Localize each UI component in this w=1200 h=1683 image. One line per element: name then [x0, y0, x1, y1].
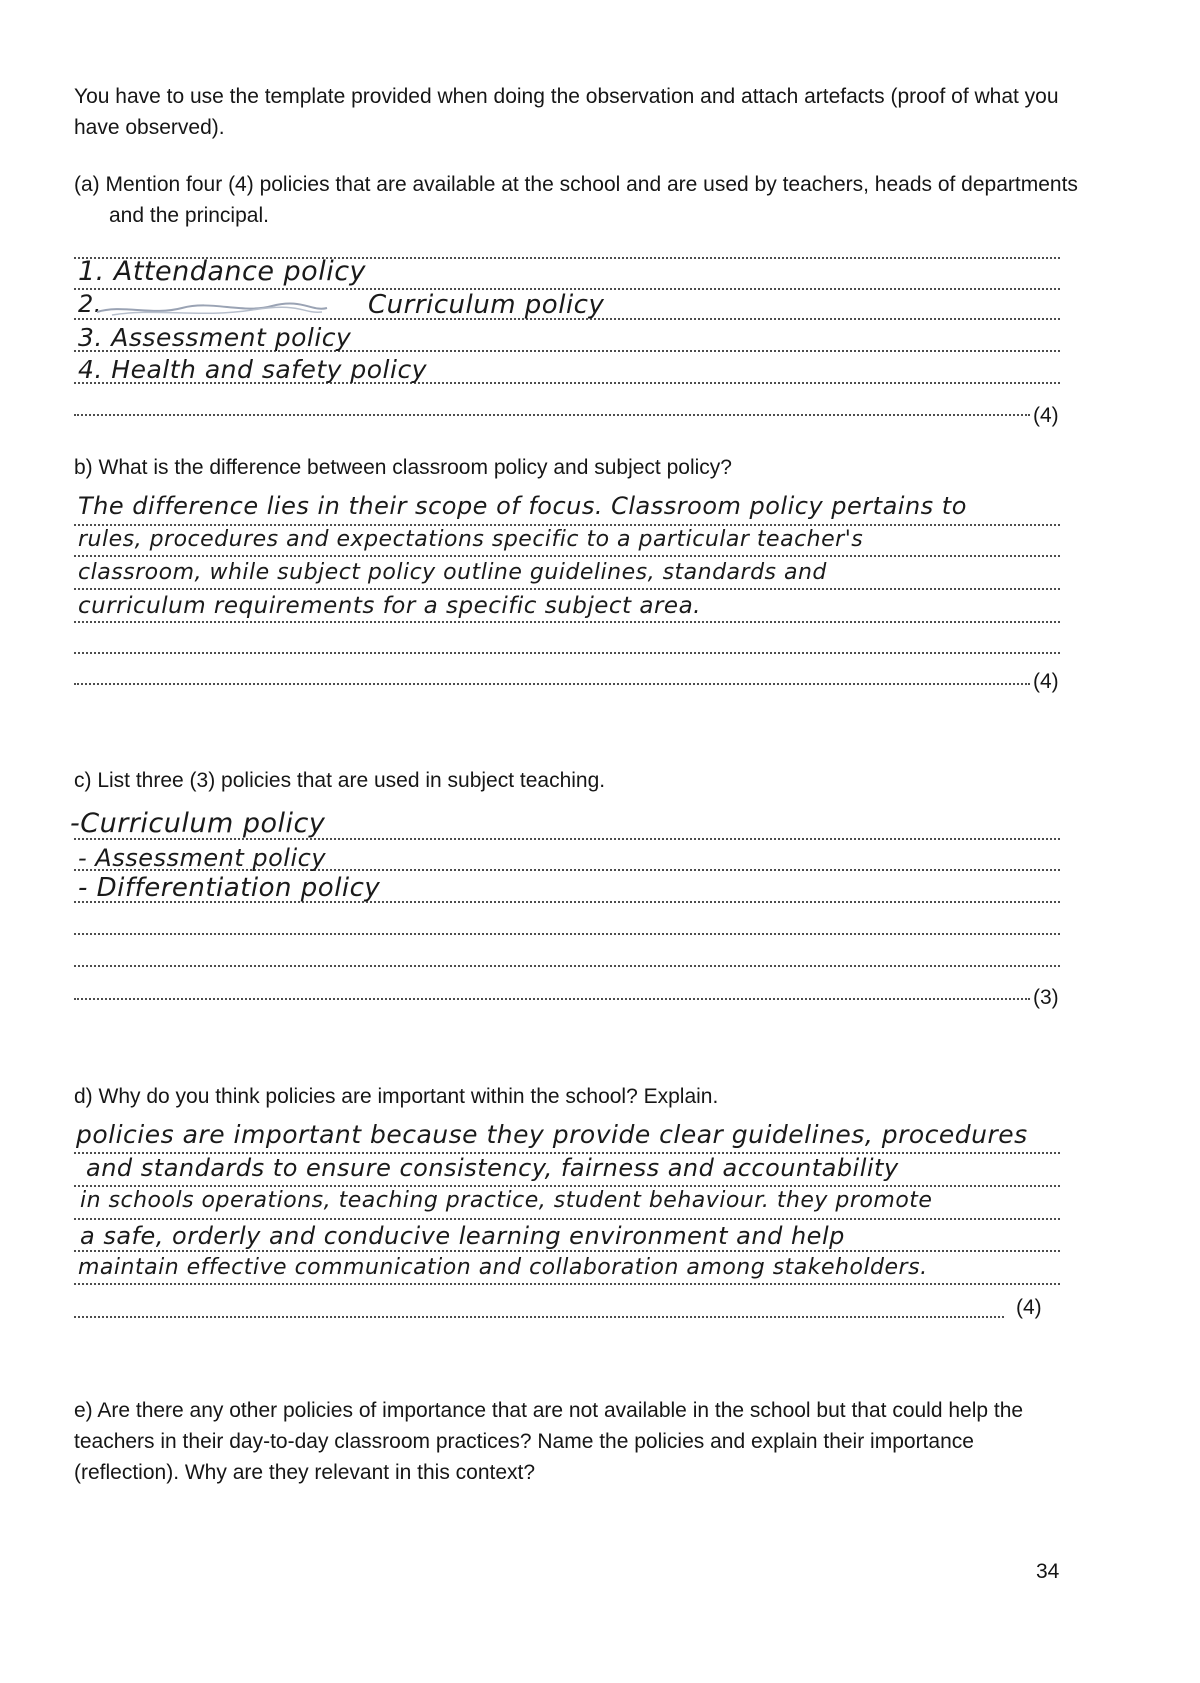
- marks-b: (4): [1033, 670, 1059, 693]
- handwritten-answer: 2.: [78, 290, 102, 318]
- handwritten-answer: maintain effective communication and collaboration among stakeholders.: [78, 1255, 928, 1280]
- answer-line: [74, 1250, 1060, 1252]
- handwritten-answer: policies are important because they provide clear guidelines, procedures: [76, 1120, 1028, 1149]
- answer-line: [74, 524, 1060, 526]
- question-a-text: (a) Mention four (4) policies that are available at the school and are used by teachers, heads of departments and the principal.: [74, 173, 1078, 227]
- answer-line: [74, 683, 1030, 685]
- handwritten-answer: -Curriculum policy: [70, 808, 326, 839]
- page-number: 34: [1036, 1560, 1060, 1583]
- handwritten-answer: in schools operations, teaching practice, student behaviour. they promote: [80, 1188, 933, 1213]
- handwritten-answer: 4. Health and safety policy: [78, 355, 427, 384]
- handwritten-answer: rules, procedures and expectations specific to a particular teacher's: [78, 527, 864, 552]
- marks-a: (4): [1033, 404, 1059, 427]
- answer-line: [74, 652, 1060, 654]
- answer-line: [74, 621, 1060, 623]
- answer-line: [74, 1185, 1060, 1187]
- answer-line: [74, 933, 1060, 935]
- handwritten-answer: classroom, while subject policy outline guidelines, standards and: [78, 560, 827, 585]
- handwritten-answer: 1. Attendance policy: [78, 256, 367, 287]
- handwritten-answer: and standards to ensure consistency, fairness and accountability: [86, 1154, 899, 1182]
- answer-line: [74, 965, 1060, 967]
- handwritten-answer: a safe, orderly and conducive learning environment and help: [80, 1222, 845, 1250]
- handwritten-answer: 3. Assessment policy: [78, 323, 352, 352]
- marks-d: (4): [1016, 1296, 1042, 1319]
- answer-line: [74, 1316, 1004, 1318]
- answer-line: [74, 1283, 1060, 1285]
- answer-line: [74, 1218, 1060, 1220]
- question-e-text: e) Are there any other policies of importance that are not available in the school but that could help the teachers in their day-to-day classroom practices? Name the policies and explain their importance (reflection). Why are they relevant in this context?: [74, 1399, 1024, 1484]
- answer-line: [74, 588, 1060, 590]
- handwritten-answer: The difference lies in their scope of focus. Classroom policy pertains to: [78, 492, 967, 520]
- question-b-text: b) What is the difference between classroom policy and subject policy?: [74, 456, 732, 479]
- question-c-text: c) List three (3) policies that are used in subject teaching.: [74, 769, 606, 792]
- answer-line: [74, 555, 1060, 557]
- handwritten-answer: - Differentiation policy: [78, 873, 381, 903]
- answer-line: [74, 998, 1030, 1000]
- handwritten-answer: curriculum requirements for a specific subject area.: [78, 593, 701, 619]
- marks-c: (3): [1033, 986, 1059, 1009]
- intro-text: You have to use the template provided when doing the observation and attach artefacts (proof of what you have observed).: [74, 85, 1059, 139]
- handwritten-answer: - Assessment policy: [78, 844, 327, 872]
- handwritten-answer: Curriculum policy: [368, 290, 605, 320]
- crossed-out-scribble: [92, 300, 332, 320]
- answer-line: [74, 414, 1030, 416]
- question-d-text: d) Why do you think policies are important within the school? Explain.: [74, 1085, 719, 1108]
